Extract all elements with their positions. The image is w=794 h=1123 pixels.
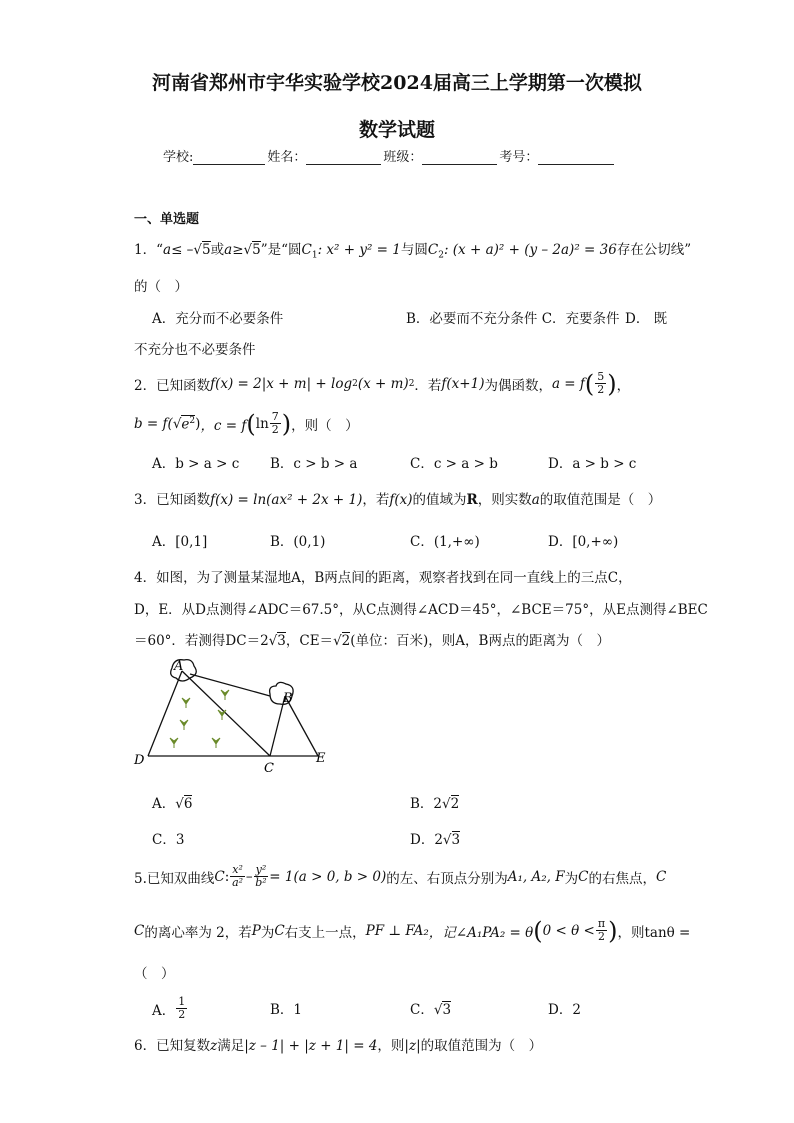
q5-c5: C [274, 922, 285, 939]
q3-text1: 3．已知函数 [134, 492, 211, 508]
q3-text4: ，则实数 [477, 492, 532, 508]
q2-stem: 2．已知函数 f(x) = 2|x + m| + log 2 (x + m) 2 ．若 f(x+1) 为偶函数， a = f ( $\frac{5}{2}$ ) ， [134, 369, 631, 398]
q5-ecc: 的离心率为 2，若 [144, 924, 252, 941]
field-label-class: 班级： [383, 150, 423, 165]
field-label-name: 姓名： [267, 150, 307, 165]
q5-eq: = 1(a > 0, b > 0) [269, 868, 387, 885]
q4-stem-line3: ＝60°．若测得DC＝2√3，CE＝√2(单位：百米)，则A，B两点的距离为（ ） [134, 633, 610, 649]
q3-option-c[interactable]: C．(1,+∞) [410, 534, 480, 550]
q5-stem-line2: C 的离心率为 2，若 P 为 C 右支上一点， PF ⊥ FA₂ ，记∠A₁PA₂ = θ ( 0 < θ < $\frac{\pi}{2}$ ) ，则tanθ = [134, 916, 691, 945]
q4-option-a[interactable]: A．√6 [152, 796, 193, 812]
q1-c1-sub: 1 [311, 250, 318, 261]
q4-sqrt3: 3 [277, 633, 286, 649]
q5-text4: 的右焦点， [588, 870, 656, 887]
field-label-school: 学校: [163, 150, 194, 165]
q4-dc: ＝60°．若测得DC＝2 [134, 633, 269, 649]
q3-real-set: R [466, 492, 478, 508]
q5-theta: 0 < θ < [542, 922, 595, 939]
q5-option-c[interactable]: C．√3 [410, 1002, 452, 1018]
q3-text3: 的值域为 [412, 492, 467, 508]
q1-stem: 1．“a≤ –√5或a≥√5”是“圆$C_1$: x² + y² = 1与圆$C_2$: (x + a)² + (y – 2a)² = 36存在公切线” [134, 242, 692, 261]
wetland-diagram [130, 656, 340, 774]
q4-option-c[interactable]: C．3 [152, 832, 185, 848]
field-label-id: 考号： [499, 150, 539, 165]
q2-a-eq: a = f [551, 375, 585, 392]
q5-text1: 5.已知双曲线 [134, 870, 215, 887]
label-b: B [283, 691, 293, 706]
q2-mid: ．若 [414, 377, 442, 394]
q2-b-end: ) [195, 415, 201, 432]
q2-log-base: 2 [352, 378, 358, 389]
q6-stem [134, 1034, 542, 1054]
q2-option-b[interactable]: B．c > b > a [270, 456, 358, 472]
line-da [148, 671, 182, 756]
name-blank[interactable] [306, 150, 381, 165]
q3-stem [134, 488, 661, 508]
q4-stem-line2: D，E．从D点测得∠ADC＝67.5°，从C点测得∠ACD＝45°，∠BCE＝75°，从E点测得∠BEC [134, 602, 708, 618]
line-ab [190, 674, 270, 696]
q2-ln: ln [255, 415, 269, 432]
q2-option-c[interactable]: C．c > a > b [410, 456, 498, 472]
q1-number: 1． [134, 242, 157, 258]
q4-sqrt2: 2 [341, 633, 351, 649]
q1-c1: C [301, 242, 312, 258]
q2-ask: ，则（ ） [291, 417, 359, 434]
q4-option-b[interactable]: B．2√2 [410, 796, 460, 812]
q5-stem [134, 864, 666, 889]
q3-option-d[interactable]: D．[0,+∞) [548, 534, 619, 550]
q5-text2: 的左、右顶点分别为 [386, 870, 508, 887]
q5-stem-line3: （ ） [134, 966, 175, 982]
q5-c2: C [578, 868, 589, 885]
q3-text2: ，若 [362, 492, 390, 508]
q1-option-d[interactable]: D． 既 [625, 311, 668, 327]
q5-p: P [251, 922, 261, 939]
q5-text3: 为 [564, 870, 579, 887]
q5-branch: 右支上一点， [284, 924, 366, 941]
q1-option-d-cont: 不充分也不必要条件 [134, 342, 256, 358]
label-a: A [174, 659, 184, 674]
q1-with: 与圆 [400, 242, 428, 258]
q2-square: 2 [408, 378, 415, 389]
q6-text2: 满足 [217, 1038, 245, 1054]
exam-title-line2: 数学试题 [358, 119, 435, 141]
q2-stem-line2: b = f( √ $e^2$ ) ，c = f ( ln $\frac{7}{2}$ ) ，则（ ） [134, 409, 359, 438]
q4-option-d[interactable]: D．2√3 [410, 832, 461, 848]
section-title: 一、单选题 [134, 212, 200, 227]
q3-func: f(x) = ln(ax² + 2x + 1) [210, 492, 363, 508]
q3-option-a[interactable]: A．[0,1] [152, 534, 208, 550]
q1-or: 或 [210, 242, 225, 258]
q6-cond: |z – 1| + |z + 1| = 4 [244, 1038, 378, 1054]
q2-comma: ， [616, 377, 631, 394]
q2-a-frac: $\frac{5}{2}$ [597, 370, 605, 396]
class-blank[interactable] [422, 150, 497, 165]
label-d: D [134, 753, 145, 768]
q1-le: ≤ – [171, 242, 194, 258]
q1-stem-line2: 的（ ） [134, 279, 188, 295]
q5-c3: C [655, 868, 667, 885]
q6-z: z [210, 1038, 218, 1054]
q5-colon: : [224, 868, 230, 885]
q5-frac-x: $\frac{\text{x²}}{\text{a²}}$ [232, 863, 244, 889]
q1-ge: ≥ [232, 242, 244, 258]
q6-absz: |z| [404, 1038, 421, 1054]
label-c: C [264, 761, 274, 774]
q2-option-d[interactable]: D．a > b > c [548, 456, 637, 472]
q4-ce: ，CE＝ [285, 633, 334, 649]
q6-text3: ，则 [377, 1038, 405, 1054]
q6-text4: 的取值范围为（ ） [420, 1038, 543, 1054]
q2-shifted: f(x+1) [441, 375, 485, 392]
q2-c-frac: $\frac{7}{2}$ [271, 410, 279, 436]
school-blank[interactable] [193, 150, 265, 165]
q5-wei: 为 [260, 924, 275, 941]
q1-sqrt5: 5 [202, 242, 211, 258]
q1-option-a[interactable]: A．充分而不必要条件 [152, 311, 284, 327]
q5-frac-y: $\frac{\text{y²}}{\text{b²}}$ [255, 863, 267, 889]
q1-sqrt5b: 5 [252, 242, 261, 258]
q3-fx: f(x) [389, 492, 413, 508]
q4-stem-line1: 4．如图，为了测量某湿地A，B两点间的距离，观察者找到在同一直线上的三点C， [134, 570, 632, 586]
exam-title-line1: 河南省郑州市宇华实验学校2024届高三上学期第一次模拟 [152, 72, 642, 94]
q5-angle: ，记∠A₁PA₂ = θ [428, 924, 534, 941]
q5-tan: ，则tanθ = [617, 924, 691, 941]
q3-var: a [531, 492, 540, 508]
q2-number: 2．已知函数 [134, 377, 211, 394]
q3-option-b[interactable]: B．(0,1) [270, 534, 326, 550]
q1-eq2: : (x + a)² + (y – 2a)² = 36 [443, 242, 617, 258]
q5-c: C [214, 868, 225, 885]
q1-option-bc[interactable]: B．必要而不充分条件 C．充要条件 [406, 311, 620, 327]
q2-option-a[interactable]: A．b > a > c [152, 456, 240, 472]
q2-func2: (x + m) [357, 375, 409, 392]
q5-option-a[interactable]: A． $\frac{1}{2}$ [152, 995, 186, 1021]
q5-option-b[interactable]: B．1 [270, 1002, 303, 1018]
q2-b-eq: b = f( [134, 415, 173, 432]
q1-eq1: : x² + y² = 1 [317, 242, 401, 258]
q2-func: f(x) = 2|x + m| + log [210, 375, 353, 392]
q1-var2: a [224, 242, 233, 258]
q5-option-d[interactable]: D．2 [548, 1002, 581, 1018]
q5-perp: PF ⊥ FA₂ [365, 922, 429, 939]
label-e: E [316, 751, 326, 766]
q6-text1: 6．已知复数 [134, 1038, 211, 1054]
q5-vertices: A₁, A₂, F [507, 868, 565, 885]
q2-c-eq: ，c = f [200, 417, 247, 434]
student-info-row [163, 146, 616, 165]
q1-quote: “ [156, 242, 163, 258]
q1-c2-sub: 2 [438, 250, 444, 261]
q1-tail: 存在公切线” [616, 242, 692, 258]
q2-even: 为偶函数， [484, 377, 552, 394]
q1-c2: C [427, 242, 439, 258]
q5-pi-frac: $\frac{\pi}{2}$ [597, 917, 606, 943]
q1-mid: ”是“圆 [260, 242, 302, 258]
q3-text5: 的取值范围是（ ） [539, 492, 662, 508]
id-blank[interactable] [538, 150, 614, 165]
q2-sqrt-e: $e^2$ [181, 415, 196, 433]
q4-ask: (单位：百米)，则A，B两点的距离为（ ） [350, 633, 610, 649]
q1-var: a [163, 242, 172, 258]
q5-c4: C [134, 922, 145, 939]
q5-minus: – [245, 868, 253, 885]
marsh-plants [170, 690, 229, 748]
